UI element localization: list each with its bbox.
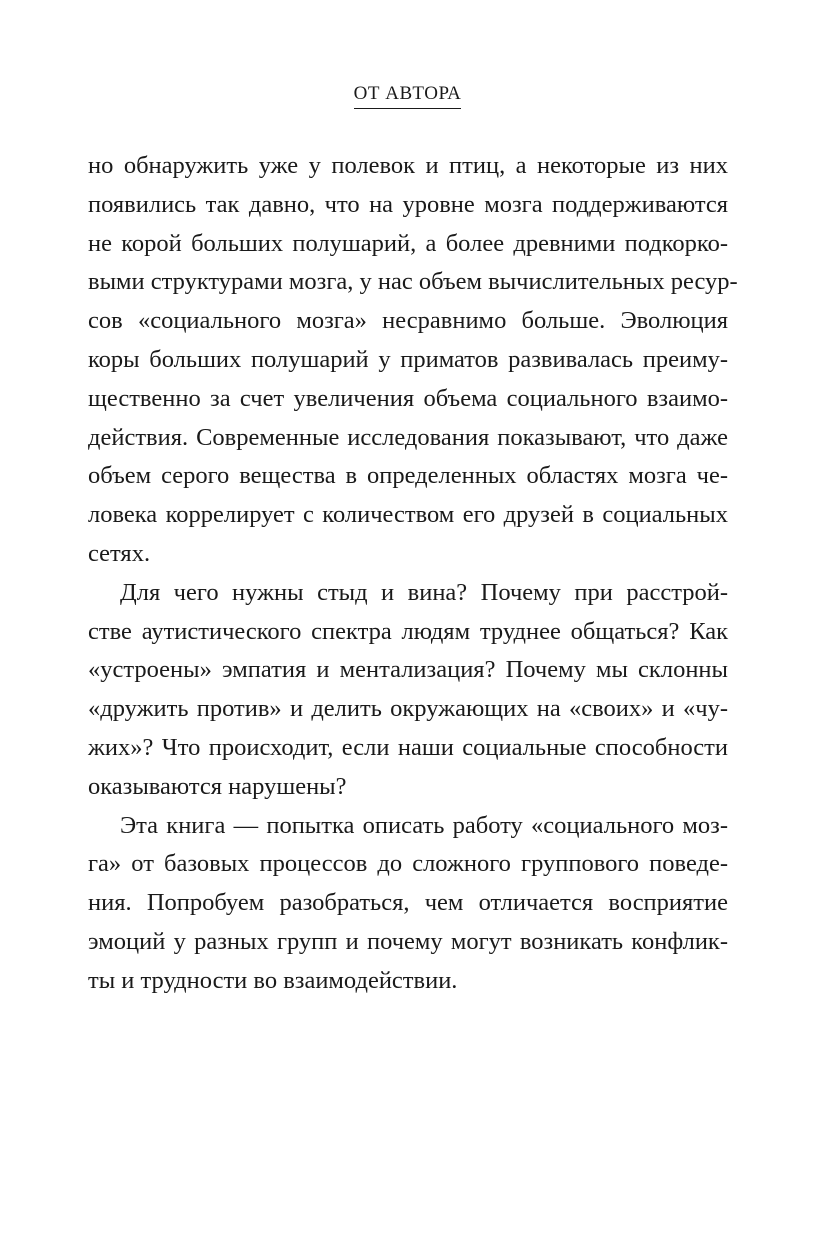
text-line: эмоций у разных групп и почему могут возникать конфлик- bbox=[88, 927, 728, 955]
text-line: жих»? Что происходит, если наши социальные способности bbox=[88, 733, 728, 761]
text-line: «дружить против» и делить окружающих на «своих» и «чу- bbox=[88, 695, 728, 723]
paragraph-1 bbox=[88, 147, 738, 574]
text-line: Для чего нужны стыд и вина? Почему при расстрой- bbox=[120, 578, 728, 606]
text-line: объем серого вещества в определенных областях мозга че- bbox=[88, 462, 728, 490]
text-line: ния. Попробуем разобраться, чем отличается восприятие bbox=[88, 889, 728, 917]
text-line: сетях. bbox=[88, 539, 151, 567]
running-header bbox=[0, 82, 815, 109]
text-line: ловека коррелирует с количеством его друзей в социальных bbox=[88, 501, 728, 529]
text-line: не корой больших полушарий, а более древними подкорко- bbox=[88, 229, 728, 257]
text-line: стве аутистического спектра людям труднее общаться? Как bbox=[88, 617, 728, 645]
text-line: выми структурами мозга, у нас объем вычислительных ресур- bbox=[88, 268, 738, 296]
text-line: оказываются нарушены? bbox=[88, 772, 347, 800]
text-line: сов «социального мозга» несравнимо больше. Эволюция bbox=[88, 307, 728, 335]
text-line: действия. Современные исследования показывают, что даже bbox=[88, 423, 728, 451]
text-line: щественно за счет увеличения объема социального взаимо- bbox=[88, 384, 728, 412]
running-title: ОТ АВТОРА bbox=[354, 82, 462, 109]
text-line: появились так давно, что на уровне мозга поддерживаются bbox=[88, 190, 728, 218]
paragraph-3 bbox=[88, 807, 728, 1001]
text-line: «устроены» эмпатия и ментализация? Почему мы склонны bbox=[88, 656, 728, 684]
text-line: га» от базовых процессов до сложного группового поведе- bbox=[88, 850, 728, 878]
body-text bbox=[88, 147, 738, 1001]
paragraph-2 bbox=[88, 574, 728, 807]
text-line: Эта книга — попытка описать работу «социального моз- bbox=[120, 811, 728, 839]
text-line: но обнаружить уже у полевок и птиц, а некоторые из них bbox=[88, 152, 728, 179]
text-line: коры больших полушарий у приматов развивалась преиму- bbox=[88, 345, 728, 373]
text-line: ты и трудности во взаимодействии. bbox=[88, 966, 458, 994]
